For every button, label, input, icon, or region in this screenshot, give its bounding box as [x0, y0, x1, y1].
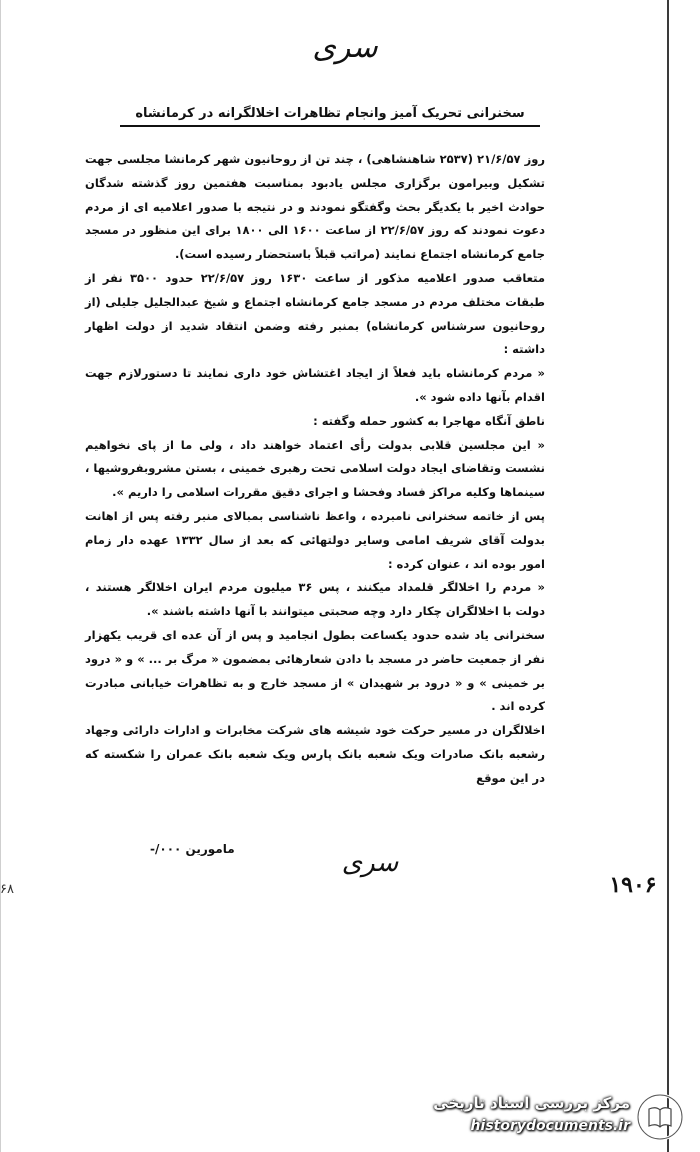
paragraph-6: پس از خاتمه سخنرانی نامبرده ، واعظ ناشناسی بمبالای منبر رفته پس از اهانت بدولت آقای شریف امامی وسایر دولتهائی که بعد از سال ۱۳۳۲ عهده دار زمام امور بوده اند ، عنوان کرده : — [85, 508, 545, 571]
paragraph-9: اخلالگران در مسیر حرکت خود شیشه های شرکت مخابرات و ادارات دارائی وجهاد رشعبه بانک صادرات ویک شعبه بانک پارس ویک شعبه بانک عمران را شکسته که در این موقع — [85, 723, 545, 785]
margin-note: ۶۸ — [0, 882, 14, 897]
secret-stamp-bottom: سری — [341, 848, 399, 878]
signature-line: مامورین ۰۰۰/- — [150, 842, 235, 856]
secret-stamp-top: سری — [312, 30, 378, 65]
document-title: سخنرانی تحریک آمیز وانجام تظاهرات اخلالگرانه در کرمانشاه — [120, 106, 540, 127]
archive-logo-icon — [635, 1092, 685, 1142]
page-edge-left — [0, 0, 1, 1152]
paragraph-4: ناطق آنگاه مهاجرا به کشور حمله وگفته : — [313, 413, 545, 428]
paragraph-7: « مردم را اخلالگر قلمداد میکنند ، پس ۳۶ میلیون مردم ایران اخلالگر هستند ، دولت با اخلالگران چکار دارد وچه صحبتی میتوانند با آنها داشته باشند ». — [85, 580, 545, 619]
paragraph-5: « این مجلسین قلابی بدولت رأی اعتماد خواهند داد ، ولی ما از پای نخواهیم نشست وتقاضای ایجاد دولت اسلامی تحت رهبری خمینی ، بستن مشروبفروشیها ، سینماها وکلیه مراکز فساد وفحشا و اجرای دقیق مقررات اسلامی را داریم ». — [85, 437, 545, 500]
page-edge-right — [667, 0, 669, 1152]
paragraph-1: روز ۲۱/۶/۵۷ (۲۵۳۷ شاهنشاهی) ، چند تن از روحانیون شهر کرمانشا مجلسی جهت تشکیل وبیرامون برگزاری مجلس یادبود بمناسبت هفتمین روز گذشته شدگان حوادث اخیر با یکدیگر بحث وگفتگو نمودند و در نتیجه با صدور اعلامیه ای از مردم دعوت نمودند که روز ۲۲/۶/۵۷ از ساعت ۱۶۰۰ الی ۱۸۰۰ برای این منظور در مسجد جامع کرمانشاه اجتماع نمایند (مراتب قبلاً باستحضار رسیده است). — [85, 152, 546, 262]
watermark-name: مرکز بررسی اسناد تاریخی — [433, 1094, 630, 1112]
page-number: ۱۹۰۶ — [609, 872, 657, 898]
paragraph-8: سخنرانی یاد شده حدود یکساعت بطول انجامید و پس از آن عده ای قریب یکهزار نفر از جمعیت حاضر در مسجد با دادن شعارهائی بمضمون « مرگ بر ... » و « درود بر خمینی » و « درود بر شهیدان » از مسجد خارج و به تظاهرات خیابانی مبادرت کرده اند . — [85, 627, 545, 714]
paragraph-3: « مردم کرمانشاه باید فعلاً از ایجاد اغتشاش خود داری نمایند تا دستورلازم جهت اقدام بآنها داده شود ». — [85, 366, 545, 404]
watermark-site: historydocuments.ir — [470, 1118, 630, 1134]
paragraph-2: متعاقب صدور اعلامیه مذکور از ساعت ۱۶۳۰ روز ۲۲/۶/۵۷ حدود ۳۵۰۰ نفر از طبقات مختلف مردم در مسجد جامع کرمانشاه اجتماع و شیخ عبدالجلیل جلیلی (از روحانیون سرشناس کرمانشاه) بمنبر رفته وضمن انتقاد شدید از دولت اظهار داشته : — [85, 270, 545, 357]
archive-watermark — [410, 1090, 690, 1144]
document-body — [85, 148, 545, 791]
